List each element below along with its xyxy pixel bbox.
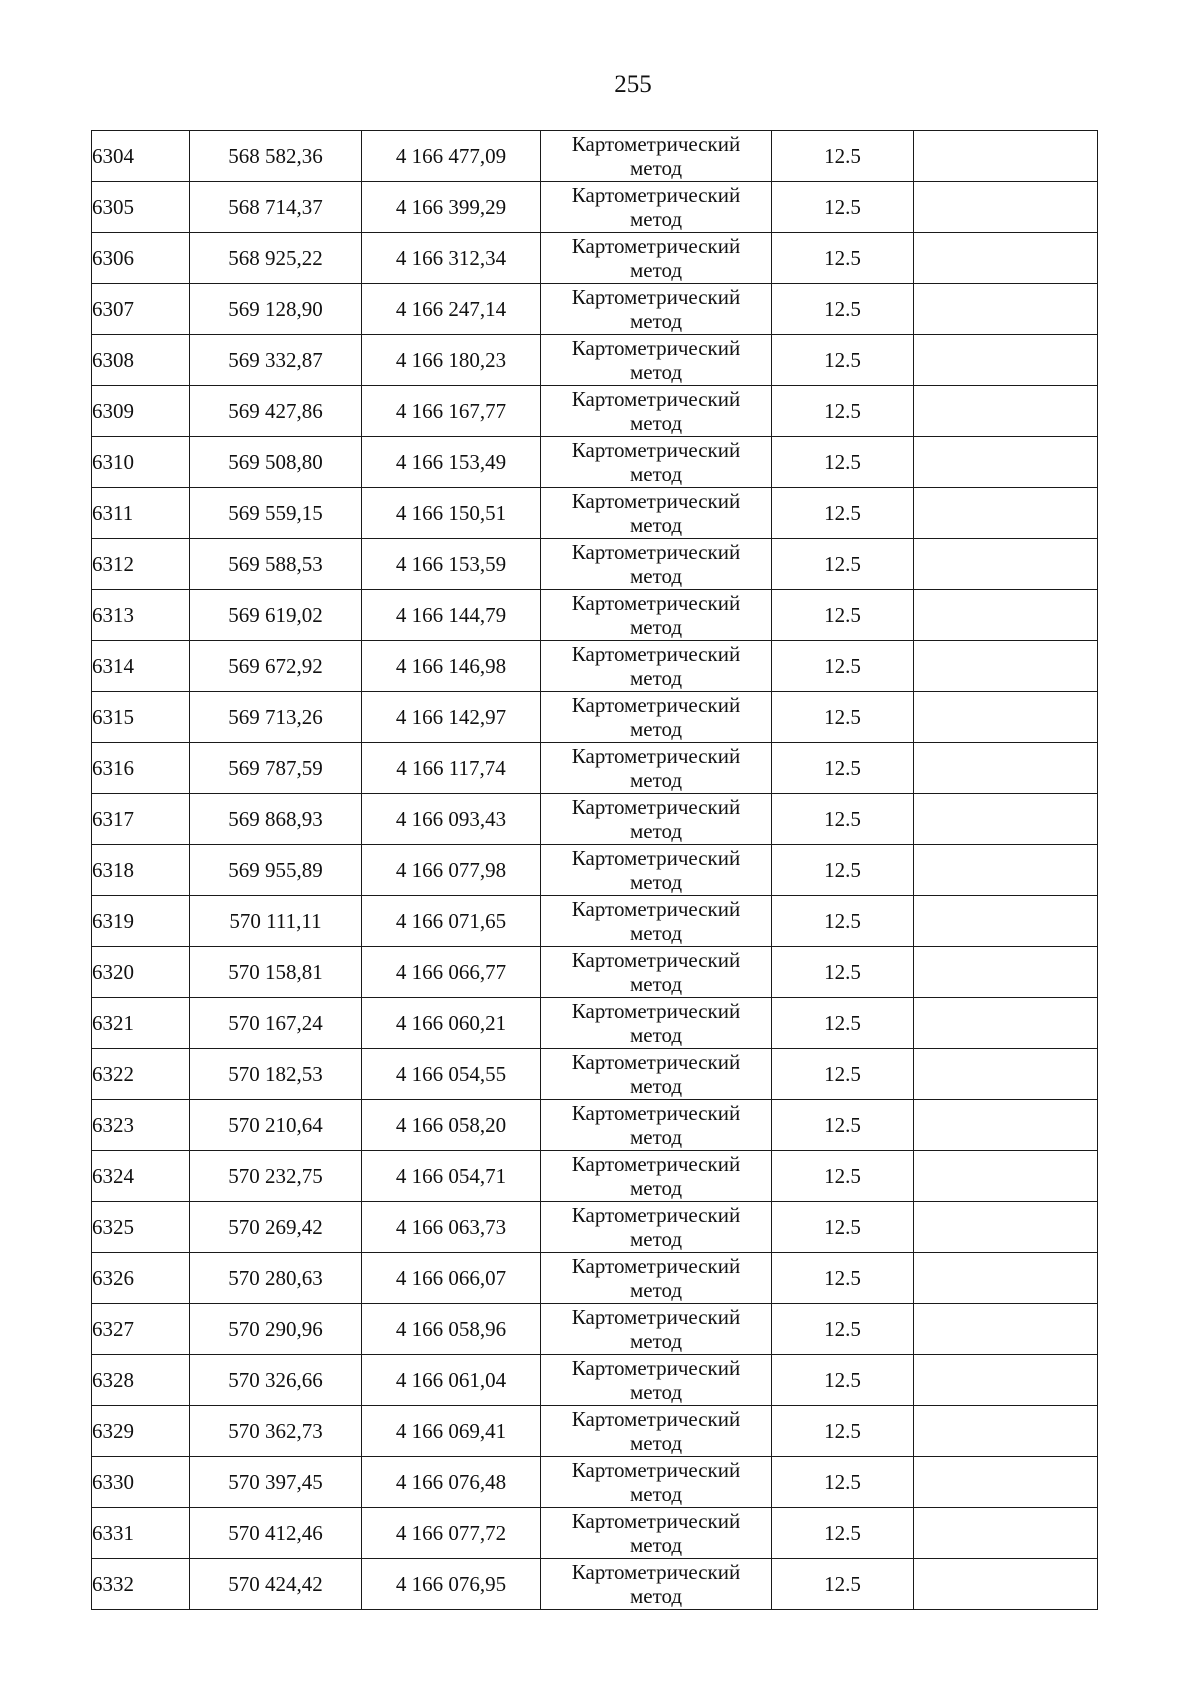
x-coordinate-cell: 570 232,75: [190, 1151, 362, 1202]
point-number-cell: 6304: [92, 131, 190, 182]
x-coordinate-cell: 570 210,64: [190, 1100, 362, 1151]
method-cell: [541, 1253, 772, 1304]
y-coordinate-cell: 4 166 076,48: [362, 1457, 541, 1508]
method-line-2: метод: [629, 1533, 683, 1557]
table-row: [92, 335, 1098, 386]
method-line-2: метод: [629, 360, 683, 384]
note-cell: [914, 539, 1098, 590]
x-coordinate-cell: 569 619,02: [190, 590, 362, 641]
note-cell: [914, 794, 1098, 845]
table-row: [92, 284, 1098, 335]
method-line-1: Картометрический: [571, 846, 741, 870]
note-cell: [914, 692, 1098, 743]
point-number-cell: 6305: [92, 182, 190, 233]
method-line-2: метод: [629, 207, 683, 231]
accuracy-cell: 12.5: [772, 284, 914, 335]
method-cell: [541, 437, 772, 488]
method-line-2: метод: [629, 462, 683, 486]
accuracy-cell: 12.5: [772, 1559, 914, 1610]
y-coordinate-cell: 4 166 058,20: [362, 1100, 541, 1151]
y-coordinate-cell: 4 166 066,07: [362, 1253, 541, 1304]
accuracy-cell: 12.5: [772, 743, 914, 794]
x-coordinate-cell: 569 713,26: [190, 692, 362, 743]
point-number-cell: 6317: [92, 794, 190, 845]
method-cell: [541, 743, 772, 794]
y-coordinate-cell: 4 166 069,41: [362, 1406, 541, 1457]
accuracy-cell: 12.5: [772, 1457, 914, 1508]
table-row: [92, 1100, 1098, 1151]
method-cell: [541, 233, 772, 284]
method-line-1: Картометрический: [571, 234, 741, 258]
accuracy-cell: 12.5: [772, 1304, 914, 1355]
note-cell: [914, 488, 1098, 539]
y-coordinate-cell: 4 166 180,23: [362, 335, 541, 386]
page-number: 255: [614, 71, 652, 98]
method-cell: [541, 845, 772, 896]
table-row: [92, 437, 1098, 488]
x-coordinate-cell: 570 362,73: [190, 1406, 362, 1457]
note-cell: [914, 1406, 1098, 1457]
method-line-2: метод: [629, 1482, 683, 1506]
method-line-2: метод: [629, 1278, 683, 1302]
table-row: [92, 1202, 1098, 1253]
method-line-1: Картометрический: [571, 387, 741, 411]
point-number-cell: 6308: [92, 335, 190, 386]
y-coordinate-cell: 4 166 153,59: [362, 539, 541, 590]
y-coordinate-cell: 4 166 061,04: [362, 1355, 541, 1406]
method-cell: [541, 896, 772, 947]
point-number-cell: 6307: [92, 284, 190, 335]
accuracy-cell: 12.5: [772, 1406, 914, 1457]
method-line-2: метод: [629, 1329, 683, 1353]
method-line-2: метод: [629, 1074, 683, 1098]
accuracy-cell: 12.5: [772, 437, 914, 488]
table-row: [92, 1508, 1098, 1559]
method-line-1: Картометрический: [571, 948, 741, 972]
x-coordinate-cell: 569 128,90: [190, 284, 362, 335]
method-line-2: метод: [629, 156, 683, 180]
table-row: [92, 1304, 1098, 1355]
method-cell: [541, 1100, 772, 1151]
accuracy-cell: 12.5: [772, 1253, 914, 1304]
y-coordinate-cell: 4 166 063,73: [362, 1202, 541, 1253]
x-coordinate-cell: 569 427,86: [190, 386, 362, 437]
x-coordinate-cell: 569 559,15: [190, 488, 362, 539]
y-coordinate-cell: 4 166 066,77: [362, 947, 541, 998]
method-line-2: метод: [629, 717, 683, 741]
y-coordinate-cell: 4 166 399,29: [362, 182, 541, 233]
accuracy-cell: 12.5: [772, 1202, 914, 1253]
y-coordinate-cell: 4 166 312,34: [362, 233, 541, 284]
note-cell: [914, 1253, 1098, 1304]
accuracy-cell: 12.5: [772, 1151, 914, 1202]
x-coordinate-cell: 570 424,42: [190, 1559, 362, 1610]
note-cell: [914, 845, 1098, 896]
y-coordinate-cell: 4 166 247,14: [362, 284, 541, 335]
method-line-1: Картометрический: [571, 1050, 741, 1074]
method-line-2: метод: [629, 1584, 683, 1608]
method-line-2: метод: [629, 921, 683, 945]
accuracy-cell: 12.5: [772, 692, 914, 743]
x-coordinate-cell: 570 397,45: [190, 1457, 362, 1508]
method-line-1: Картометрический: [571, 489, 741, 513]
y-coordinate-cell: 4 166 054,55: [362, 1049, 541, 1100]
note-cell: [914, 1355, 1098, 1406]
method-cell: [541, 794, 772, 845]
accuracy-cell: 12.5: [772, 335, 914, 386]
point-number-cell: 6311: [92, 488, 190, 539]
method-line-1: Картометрический: [571, 999, 741, 1023]
table-row: [92, 488, 1098, 539]
x-coordinate-cell: 568 714,37: [190, 182, 362, 233]
accuracy-cell: 12.5: [772, 794, 914, 845]
x-coordinate-cell: 569 787,59: [190, 743, 362, 794]
x-coordinate-cell: 570 111,11: [190, 896, 362, 947]
x-coordinate-cell: 570 269,42: [190, 1202, 362, 1253]
accuracy-cell: 12.5: [772, 1508, 914, 1559]
method-cell: [541, 182, 772, 233]
table-row: [92, 182, 1098, 233]
note-cell: [914, 233, 1098, 284]
method-line-1: Картометрический: [571, 1203, 741, 1227]
note-cell: [914, 335, 1098, 386]
y-coordinate-cell: 4 166 054,71: [362, 1151, 541, 1202]
accuracy-cell: 12.5: [772, 386, 914, 437]
note-cell: [914, 1100, 1098, 1151]
y-coordinate-cell: 4 166 077,72: [362, 1508, 541, 1559]
x-coordinate-cell: 569 588,53: [190, 539, 362, 590]
table-row: [92, 1253, 1098, 1304]
method-cell: [541, 488, 772, 539]
x-coordinate-cell: 569 955,89: [190, 845, 362, 896]
method-line-2: метод: [629, 666, 683, 690]
method-line-2: метод: [629, 870, 683, 894]
method-line-2: метод: [629, 819, 683, 843]
accuracy-cell: 12.5: [772, 539, 914, 590]
x-coordinate-cell: 570 158,81: [190, 947, 362, 998]
method-cell: [541, 284, 772, 335]
method-line-2: метод: [629, 1380, 683, 1404]
x-coordinate-cell: 569 508,80: [190, 437, 362, 488]
accuracy-cell: 12.5: [772, 1100, 914, 1151]
y-coordinate-cell: 4 166 167,77: [362, 386, 541, 437]
method-line-1: Картометрический: [571, 1254, 741, 1278]
x-coordinate-cell: 570 280,63: [190, 1253, 362, 1304]
table-row: [92, 1049, 1098, 1100]
method-line-2: метод: [629, 1023, 683, 1047]
table-row: [92, 692, 1098, 743]
y-coordinate-cell: 4 166 117,74: [362, 743, 541, 794]
method-line-1: Картометрический: [571, 540, 741, 564]
x-coordinate-cell: 568 925,22: [190, 233, 362, 284]
x-coordinate-cell: 570 326,66: [190, 1355, 362, 1406]
method-cell: [541, 386, 772, 437]
point-number-cell: 6313: [92, 590, 190, 641]
accuracy-cell: 12.5: [772, 947, 914, 998]
point-number-cell: 6330: [92, 1457, 190, 1508]
x-coordinate-cell: 568 582,36: [190, 131, 362, 182]
point-number-cell: 6332: [92, 1559, 190, 1610]
method-line-1: Картометрический: [571, 183, 741, 207]
method-line-2: метод: [629, 768, 683, 792]
method-line-2: метод: [629, 309, 683, 333]
accuracy-cell: 12.5: [772, 1049, 914, 1100]
point-number-cell: 6310: [92, 437, 190, 488]
point-number-cell: 6316: [92, 743, 190, 794]
table-row: [92, 590, 1098, 641]
method-line-2: метод: [629, 1176, 683, 1200]
point-number-cell: 6320: [92, 947, 190, 998]
note-cell: [914, 1049, 1098, 1100]
note-cell: [914, 131, 1098, 182]
note-cell: [914, 590, 1098, 641]
table-row: [92, 743, 1098, 794]
note-cell: [914, 998, 1098, 1049]
x-coordinate-cell: 569 672,92: [190, 641, 362, 692]
y-coordinate-cell: 4 166 477,09: [362, 131, 541, 182]
note-cell: [914, 1559, 1098, 1610]
method-line-1: Картометрический: [571, 1356, 741, 1380]
point-number-cell: 6321: [92, 998, 190, 1049]
y-coordinate-cell: 4 166 093,43: [362, 794, 541, 845]
method-line-1: Картометрический: [571, 1152, 741, 1176]
method-cell: [541, 335, 772, 386]
method-line-2: метод: [629, 615, 683, 639]
x-coordinate-cell: 570 167,24: [190, 998, 362, 1049]
point-number-cell: 6324: [92, 1151, 190, 1202]
note-cell: [914, 1202, 1098, 1253]
method-line-1: Картометрический: [571, 642, 741, 666]
method-line-2: метод: [629, 1431, 683, 1455]
method-line-1: Картометрический: [571, 591, 741, 615]
method-cell: [541, 1355, 772, 1406]
note-cell: [914, 386, 1098, 437]
method-cell: [541, 1508, 772, 1559]
method-cell: [541, 590, 772, 641]
accuracy-cell: 12.5: [772, 1355, 914, 1406]
y-coordinate-cell: 4 166 144,79: [362, 590, 541, 641]
accuracy-cell: 12.5: [772, 233, 914, 284]
method-cell: [541, 1151, 772, 1202]
accuracy-cell: 12.5: [772, 182, 914, 233]
method-line-2: метод: [629, 513, 683, 537]
point-number-cell: 6325: [92, 1202, 190, 1253]
table-row: [92, 641, 1098, 692]
note-cell: [914, 947, 1098, 998]
y-coordinate-cell: 4 166 142,97: [362, 692, 541, 743]
y-coordinate-cell: 4 166 058,96: [362, 1304, 541, 1355]
table-row: [92, 386, 1098, 437]
method-line-2: метод: [629, 1125, 683, 1149]
method-line-1: Картометрический: [571, 1101, 741, 1125]
method-cell: [541, 692, 772, 743]
note-cell: [914, 896, 1098, 947]
method-cell: [541, 1457, 772, 1508]
method-cell: [541, 1406, 772, 1457]
x-coordinate-cell: 569 868,93: [190, 794, 362, 845]
y-coordinate-cell: 4 166 076,95: [362, 1559, 541, 1610]
method-line-1: Картометрический: [571, 1305, 741, 1329]
point-number-cell: 6319: [92, 896, 190, 947]
point-number-cell: 6312: [92, 539, 190, 590]
y-coordinate-cell: 4 166 077,98: [362, 845, 541, 896]
method-line-2: метод: [629, 411, 683, 435]
note-cell: [914, 1151, 1098, 1202]
table-row: [92, 539, 1098, 590]
point-number-cell: 6318: [92, 845, 190, 896]
accuracy-cell: 12.5: [772, 845, 914, 896]
method-cell: [541, 539, 772, 590]
point-number-cell: 6328: [92, 1355, 190, 1406]
note-cell: [914, 1304, 1098, 1355]
method-line-1: Картометрический: [571, 336, 741, 360]
table-row: [92, 1559, 1098, 1610]
y-coordinate-cell: 4 166 071,65: [362, 896, 541, 947]
method-cell: [541, 998, 772, 1049]
accuracy-cell: 12.5: [772, 488, 914, 539]
table-row: [92, 1406, 1098, 1457]
table-row: [92, 896, 1098, 947]
x-coordinate-cell: 570 182,53: [190, 1049, 362, 1100]
accuracy-cell: 12.5: [772, 896, 914, 947]
point-number-cell: 6322: [92, 1049, 190, 1100]
x-coordinate-cell: 570 290,96: [190, 1304, 362, 1355]
point-number-cell: 6327: [92, 1304, 190, 1355]
table-row: [92, 233, 1098, 284]
method-cell: [541, 1304, 772, 1355]
method-line-1: Картометрический: [571, 897, 741, 921]
method-line-1: Картометрический: [571, 1509, 741, 1533]
method-line-1: Картометрический: [571, 795, 741, 819]
table-row: [92, 1355, 1098, 1406]
x-coordinate-cell: 570 412,46: [190, 1508, 362, 1559]
method-cell: [541, 131, 772, 182]
y-coordinate-cell: 4 166 146,98: [362, 641, 541, 692]
table-row: [92, 845, 1098, 896]
method-line-1: Картометрический: [571, 1407, 741, 1431]
method-line-1: Картометрический: [571, 132, 741, 156]
note-cell: [914, 743, 1098, 794]
method-cell: [541, 1559, 772, 1610]
point-number-cell: 6329: [92, 1406, 190, 1457]
point-number-cell: 6314: [92, 641, 190, 692]
point-number-cell: 6323: [92, 1100, 190, 1151]
method-line-1: Картометрический: [571, 1458, 741, 1482]
coordinates-table: [91, 130, 1098, 1610]
table-row: [92, 131, 1098, 182]
point-number-cell: 6331: [92, 1508, 190, 1559]
table-row: [92, 1151, 1098, 1202]
table-row: [92, 947, 1098, 998]
accuracy-cell: 12.5: [772, 590, 914, 641]
point-number-cell: 6309: [92, 386, 190, 437]
y-coordinate-cell: 4 166 153,49: [362, 437, 541, 488]
method-line-2: метод: [629, 258, 683, 282]
method-cell: [541, 641, 772, 692]
table-row: [92, 794, 1098, 845]
y-coordinate-cell: 4 166 060,21: [362, 998, 541, 1049]
y-coordinate-cell: 4 166 150,51: [362, 488, 541, 539]
method-cell: [541, 1049, 772, 1100]
accuracy-cell: 12.5: [772, 998, 914, 1049]
x-coordinate-cell: 569 332,87: [190, 335, 362, 386]
method-line-1: Картометрический: [571, 744, 741, 768]
note-cell: [914, 437, 1098, 488]
note-cell: [914, 182, 1098, 233]
method-line-1: Картометрический: [571, 693, 741, 717]
method-cell: [541, 1202, 772, 1253]
point-number-cell: 6326: [92, 1253, 190, 1304]
note-cell: [914, 284, 1098, 335]
method-line-2: метод: [629, 1227, 683, 1251]
method-line-2: метод: [629, 972, 683, 996]
table-body: [92, 131, 1098, 1610]
point-number-cell: 6306: [92, 233, 190, 284]
accuracy-cell: 12.5: [772, 641, 914, 692]
method-line-1: Картометрический: [571, 285, 741, 309]
method-cell: [541, 947, 772, 998]
accuracy-cell: 12.5: [772, 131, 914, 182]
point-number-cell: 6315: [92, 692, 190, 743]
table-row: [92, 1457, 1098, 1508]
note-cell: [914, 641, 1098, 692]
method-line-2: метод: [629, 564, 683, 588]
method-line-1: Картометрический: [571, 438, 741, 462]
note-cell: [914, 1457, 1098, 1508]
table-row: [92, 998, 1098, 1049]
note-cell: [914, 1508, 1098, 1559]
method-line-1: Картометрический: [571, 1560, 741, 1584]
